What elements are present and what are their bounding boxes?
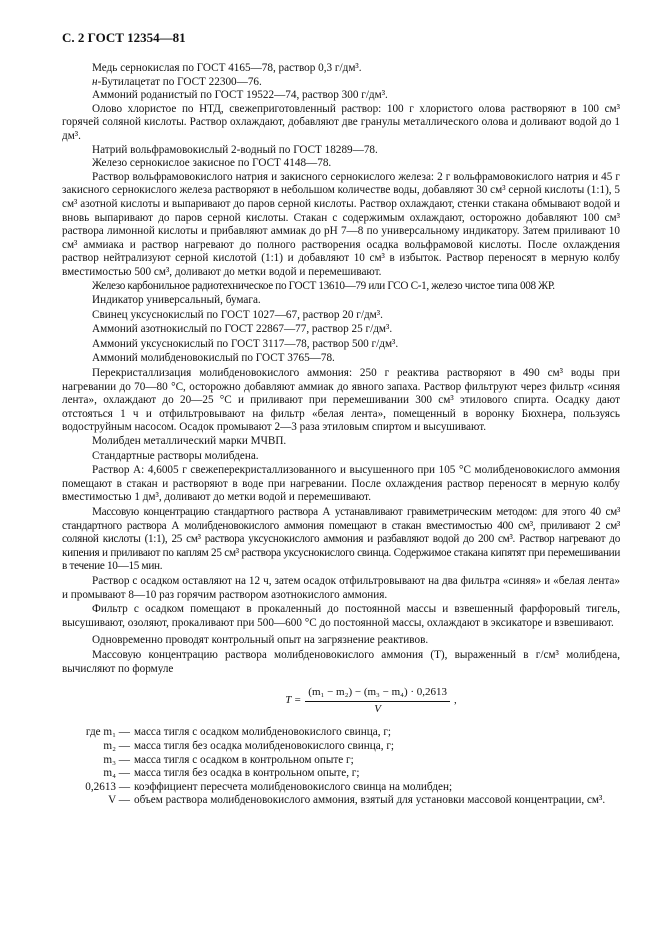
italic-prefix: н [92, 75, 98, 88]
document-body [62, 62, 620, 808]
paragraph: Аммоний азотнокислый по ГОСТ 22867—77, раствор 25 г/дм³. [92, 323, 393, 336]
paragraph: Аммоний уксуснокислый по ГОСТ 3117—78, раствор 500 г/дм³. [92, 337, 399, 350]
paragraph: Перекристаллизация молибденовокислого аммония: 250 г реактива растворяют в 490 см³ воды при нагревании до 70—80 °С, осторожно добавляют аммиак до явного запаха. Раствор фильтруют через фильтр «синяя лента», охлаждают до 20—25 °С и приливают при перемешивании 300 см³ этилового спирта. Осадку дают отстояться 1 ч и отфильтровывают на фильтр «белая лента», помещенный в воронку Бюхнера, пользуясь водоструйным насосом. Осадок промывают 2—3 раза этиловым спиртом и высушивают. [62, 367, 620, 434]
paragraph: Олово хлористое по НТД, свежеприготовленный раствор: 100 г хлористого олова растворяют в 100 см³ горячей соляной кислоты. Раствор охлаждают, добавляют две гранулы металлического олова и доливают водой до 1 дм³. [62, 102, 620, 142]
legend-symbol: m₂ — [103, 739, 130, 752]
paragraph: Натрий вольфрамовокислый 2-водный по ГОСТ 18289—78. [92, 143, 378, 156]
legend-symbol: 0,2613 — [85, 780, 130, 793]
paragraph: Молибден металлический марки МЧВП. [92, 435, 287, 448]
formula-lhs: T = [285, 694, 302, 707]
paragraph: Раствор А: 4,6005 г свежеперекристаллизованного и высушенного при 105 °С молибденовокислого аммония помещают в стакан и растворяют в воде при нагревании. После охлаждения раствор переносят в мерную колбу вместимостью 1 дм³, доливают до метки водой и перемешивают. [62, 464, 620, 504]
paragraph: Массовую концентрацию стандартного раствора А устанавливают гравиметрическим методом: для этого 40 см³ стандартного раствора А молибденовокислого аммония помещают в стакан вместимостью 400 см³, приливают 2 см³ соляной кислоты (1:1), 25 см³ раствора уксуснокислого аммония и разбавляют водой до 200 см³. Раствор нагревают до кипения и приливают по каплям 25 см³ раствора уксуснокислого свинца. Содержимое стакана кипятят при перемешивании в течение 10—15 мин. [62, 506, 620, 573]
formula-trail: , [454, 694, 457, 707]
legend-description: коэффициент пересчета молибденовокислого свинца на молибден; [134, 780, 453, 793]
paragraph [62, 76, 620, 90]
paragraph-text: -Бутилацетат по ГОСТ 22300—76. [97, 75, 262, 88]
legend-description: масса тигля с осадком в контрольном опыте г; [134, 753, 354, 766]
paragraph: Стандартные растворы молибдена. [92, 449, 259, 462]
legend-description: масса тигля с осадком молибденовокислого свинца, г; [134, 726, 392, 739]
paragraph: Свинец уксуснокислый по ГОСТ 1027—67, раствор 20 г/дм³. [92, 308, 383, 321]
paragraph: Раствор с осадком оставляют на 12 ч, затем осадок отфильтровывают на два фильтра «синяя» и «белая лента» и промывают 8—10 раз горячим раствором азотнокислого аммония. [62, 574, 620, 601]
paragraph: Фильтр с осадком помещают в прокаленный до постоянной массы и взвешенный фарфоровый тигель, высушивают, озоляют, прокаливают при 500—600 °С до постоянной массы, охлаждают в эксикаторе и взвешивают. [62, 603, 620, 629]
formula-numerator: (m₁ − m₂) − (m₃ − m₄) · 0,2613 [305, 686, 450, 702]
legend-symbol: m₃ — [103, 753, 130, 766]
legend-symbol: V — [108, 794, 130, 807]
paragraph: Железо сернокислое закисное по ГОСТ 4148—78. [92, 157, 332, 170]
paragraph: Медь сернокислая по ГОСТ 4165—78, раствор 0,3 г/дм³. [92, 62, 362, 74]
formula-denominator: V [374, 702, 382, 715]
paragraph: Железо карбонильное радиотехническое по ГОСТ 13610—79 или ГСО С-1, железо чистое типа 008 ЖР. [92, 279, 555, 292]
paragraph: Одновременно проводят контрольный опыт на загрязнение реактивов. [92, 634, 429, 647]
paragraph: Аммоний роданистый по ГОСТ 19522—74, раствор 300 г/дм³. [92, 89, 388, 102]
legend-description: объем раствора молибденовокислого аммония, взятый для установки массовой концентрации, см³. [134, 794, 606, 807]
formula-legend [62, 726, 620, 808]
paragraph: Массовую концентрацию раствора молибденовокислого аммония (T), выраженный в г/см³ молибдена, вычисляют по формуле [62, 648, 620, 675]
formula-fraction [305, 686, 450, 716]
legend-symbol: где m₁ — [85, 726, 130, 739]
legend-symbol: m₄ — [103, 767, 130, 780]
paragraph: Аммоний молибденовокислый по ГОСТ 3765—78. [92, 352, 335, 365]
paragraph: Индикатор универсальный, бумага. [92, 294, 261, 307]
formula [122, 686, 620, 716]
paragraph: Раствор вольфрамовокислого натрия и закисного сернокислого железа: 2 г вольфрамовокислого натрия и 45 г закисного сернокислого железа растворяют в небольшом количестве воды, добавляют 30 см³ серной кислоты (1:1), 5 см³ азотной кислоты и выпаривают до паров серной кислоты. Раствор охлаждают, стенки стакана обмывают водой и вновь выпаривают до паров серной кислоты. Стакан с содержимым охлаждают, осторожно добавляют 100 см³ раствора лимонной кислоты и прибавляют аммиак до pH 7—8 по универсальному индикатору. Затем приливают 10 см³ аммиака и раствор нагревают до полного растворения осадка вольфрамовой кислоты. После охлаждения раствор нейтрализуют серной кислотой (1:1) и добавляют 10 см³ в избыток. Раствор переносят в мерную колбу вместимостью 500 см³, доливают до метки водой и перемешивают. [62, 170, 620, 278]
page-header: С. 2 ГОСТ 12354—81 [62, 30, 186, 45]
legend-description: масса тигля без осадка в контрольном опыте, г; [134, 767, 360, 780]
legend-description: масса тигля без осадка молибденовокислого свинца, г; [134, 739, 395, 752]
